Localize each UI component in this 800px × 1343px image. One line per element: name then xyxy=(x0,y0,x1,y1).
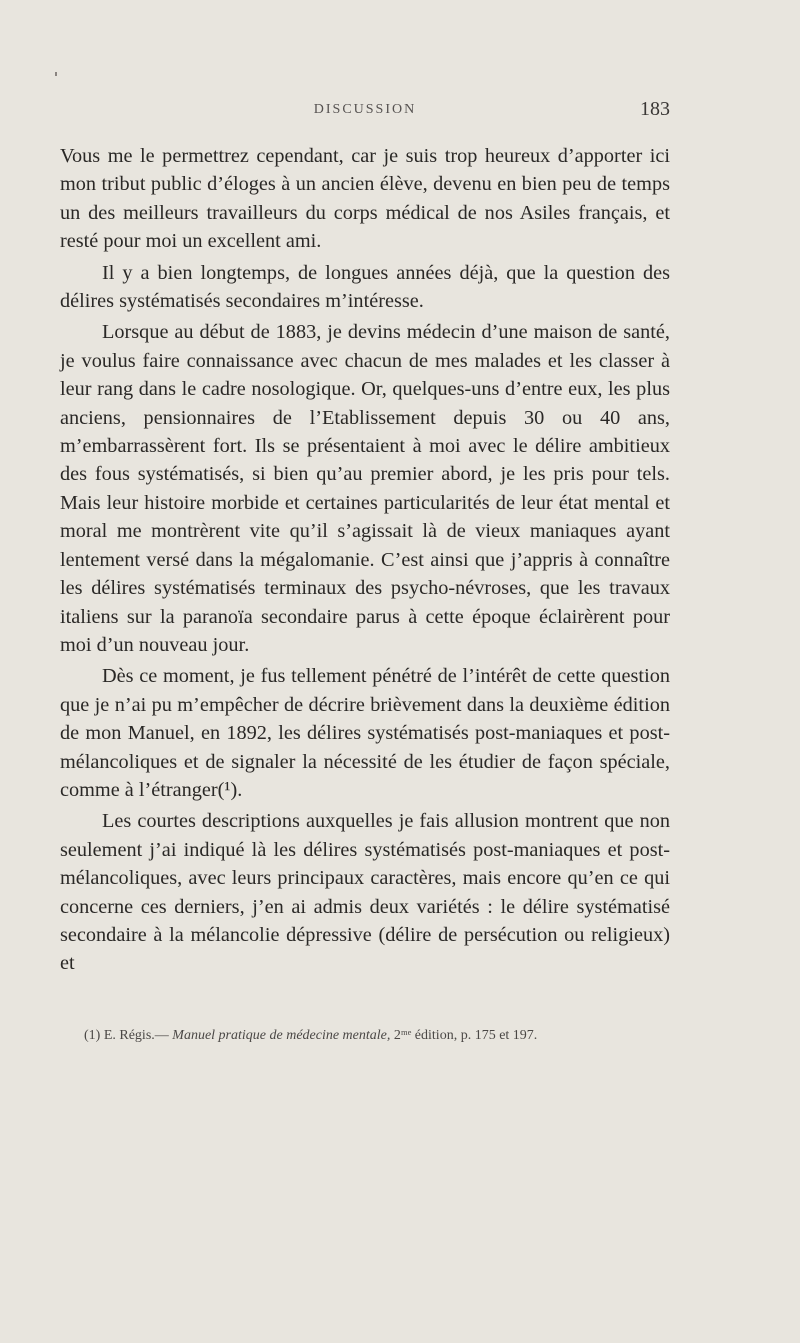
paragraph: Lorsque au début de 1883, je devins médecin d’une maison de santé, je voulus faire connaissance avec chacun de mes malades et les classer à leur rang dans le cadre nosologique. Or, quelques-uns d’entre eux, les plus anciens, pensionnaires de l’Etablissement depuis 30 ou 40 ans, m’embarrassèrent fort. Ils se présentaient à moi avec le délire ambitieux des fous systématisés, si bien qu’au premier abord, je les pris pour tels. Mais leur histoire morbide et certaines particularités de leur état mental et moral me montrèrent vite qu’il s’agissait là de vieux maniaques ayant lentement versé dans la mégalomanie. C’est ainsi que j’appris à connaître les délires systématisés terminaux des psycho-névroses, que les travaux italiens sur la paranoïa secondaire parus à cette époque éclairèrent pour moi d’un nouveau jour. xyxy=(60,321,670,656)
paragraph: Dès ce moment, je fus tellement pénétré de l’intérêt de cette question que je n’ai pu m’empêcher de décrire brièvement dans la deuxième édition de mon Manuel, en 1892, les délires systématisés post-maniaques et post-mélancoliques et de signaler la nécessité de les étudier de façon spéciale, comme à l’étranger(¹). xyxy=(60,665,670,801)
print-speck xyxy=(55,72,57,76)
footnote-details: 2ᵐᵉ édition, p. 175 et 197. xyxy=(393,1028,538,1043)
footnote-work: Manuel pratique de médecine mentale, xyxy=(172,1028,391,1043)
footnote-marker: (1) xyxy=(84,1028,101,1043)
page-number: 183 xyxy=(640,98,670,120)
paragraph: Les courtes descriptions auxquelles je fais allusion montrent que non seulement j’ai indiqué là les délires systématisés post-maniaques et post-mélancoliques, avec leurs principaux caractères, mais encore qu’en ce qui concerne ces derniers, j’en ai admis deux variétés : le délire systématisé secondaire à la mélancolie dépressive (délire de persécution ou religieux) et xyxy=(60,810,670,975)
running-title: DISCUSSION xyxy=(313,102,417,117)
paragraph: Vous me le permettrez cependant, car je suis trop heureux d’apporter ici mon tribut public d’éloges à un ancien élève, devenu en bien peu de temps un des meilleurs travailleurs du corps médical de nos Asiles français, et resté pour moi un excellent ami. xyxy=(60,145,670,253)
footnote xyxy=(60,1026,670,1045)
paragraph: Il y a bien longtemps, de longues années déjà, que la question des délires systématisés secondaires m’intéresse. xyxy=(60,261,670,313)
footnote-author: E. Régis.— xyxy=(103,1028,169,1043)
running-head xyxy=(60,98,670,126)
body-text xyxy=(60,142,670,978)
